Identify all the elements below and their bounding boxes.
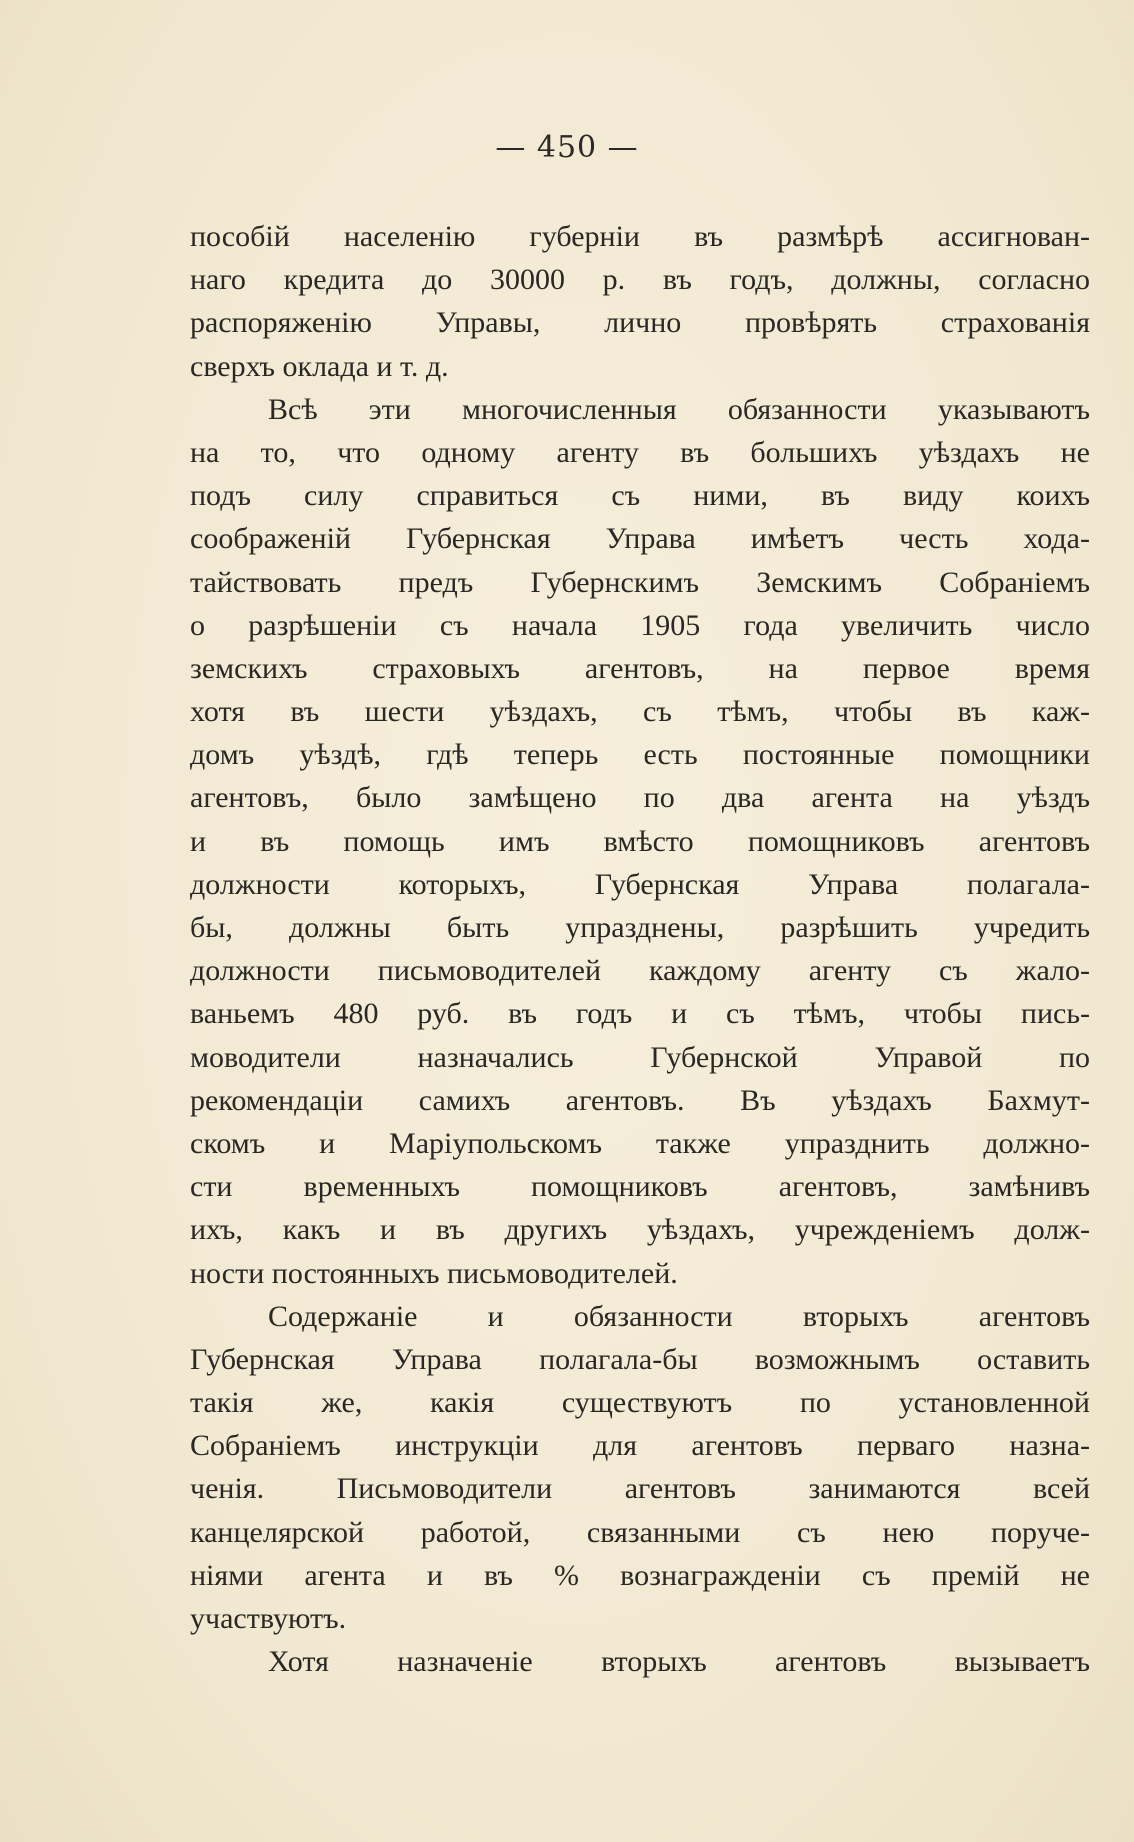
text-line: хотя въ шести уѣздахъ, съ тѣмъ, чтобы въ каж- [190, 695, 1090, 729]
text-line: Губернская Управа полагала-бы возможнымъ оставить [190, 1342, 1090, 1376]
text-line: ности постоянныхъ письмоводителей. [190, 1256, 678, 1290]
text-line: Всѣ эти многочисленныя обязанности указываютъ [268, 392, 1090, 426]
text-line: ченія. Письмоводители агентовъ занимаются всей [190, 1472, 1090, 1506]
text-line: должности письмоводителей каждому агенту съ жало- [190, 954, 1090, 988]
text-line: тайствовать предъ Губернскимъ Земскимъ Собраніемъ [190, 565, 1090, 599]
text-line: скомъ и Маріупольскомъ также упразднить должно- [190, 1126, 1090, 1160]
text-line: соображеній Губернская Управа имѣетъ честь хода- [190, 522, 1090, 556]
text-line: Содержаніе и обязанности вторыхъ агентовъ [268, 1299, 1090, 1333]
page-number: — 450 — [495, 130, 639, 165]
text-line: бы, должны быть упразднены, разрѣшить учредить [190, 911, 1090, 944]
text-line: моводители назначались Губернской Управой по [190, 1040, 1090, 1074]
text-line: рекомендаціи самихъ агентовъ. Въ уѣздахъ Бахмут- [190, 1083, 1090, 1117]
text-line: о разрѣшеніи съ начала 1905 года увеличить число [190, 608, 1090, 642]
text-line: сверхъ оклада и т. д. [190, 349, 449, 383]
text-line: такія же, какія существуютъ по установленной [190, 1386, 1090, 1420]
text-line: ихъ, какъ и въ другихъ уѣздахъ, учрежденіемъ долж- [190, 1213, 1090, 1247]
text-line: земскихъ страховыхъ агентовъ, на первое время [190, 651, 1090, 685]
text-line: агентовъ, было замѣщено по два агента на уѣздъ [190, 781, 1090, 815]
text-line: домъ уѣздѣ, гдѣ теперь есть постоянные помощники [190, 738, 1090, 772]
text-line: ваньемъ 480 руб. въ годъ и съ тѣмъ, чтобы пись- [190, 997, 1090, 1031]
text-line: сти временныхъ помощниковъ агентовъ, замѣнивъ [190, 1170, 1090, 1204]
text-line: ніями агента и въ % вознагражденіи съ премій не [190, 1558, 1090, 1592]
text-line: подъ силу справиться съ ними, въ виду коихъ [190, 479, 1090, 513]
text-line: распоряженію Управы, лично провѣрять страхованія [190, 306, 1090, 340]
body-text [190, 215, 1090, 1683]
text-line: и въ помощь имъ вмѣсто помощниковъ агентовъ [190, 824, 1090, 858]
text-line: участвуютъ. [190, 1602, 347, 1635]
text-line: Собраніемъ инструкціи для агентовъ перваго назна- [190, 1429, 1090, 1463]
text-line: пособій населенію губерніи въ размѣрѣ ассигнован- [190, 220, 1090, 253]
text-line: Хотя назначеніе вторыхъ агентовъ вызываетъ [268, 1645, 1090, 1679]
text-line: наго кредита до 30000 р. въ годъ, должны, согласно [190, 263, 1090, 297]
text-line: на то, что одному агенту въ большихъ уѣздахъ не [190, 435, 1090, 469]
text-line: должности которыхъ, Губернская Управа полагала- [190, 867, 1090, 901]
text-line: канцелярской работой, связанными съ нею поруче- [190, 1515, 1090, 1549]
